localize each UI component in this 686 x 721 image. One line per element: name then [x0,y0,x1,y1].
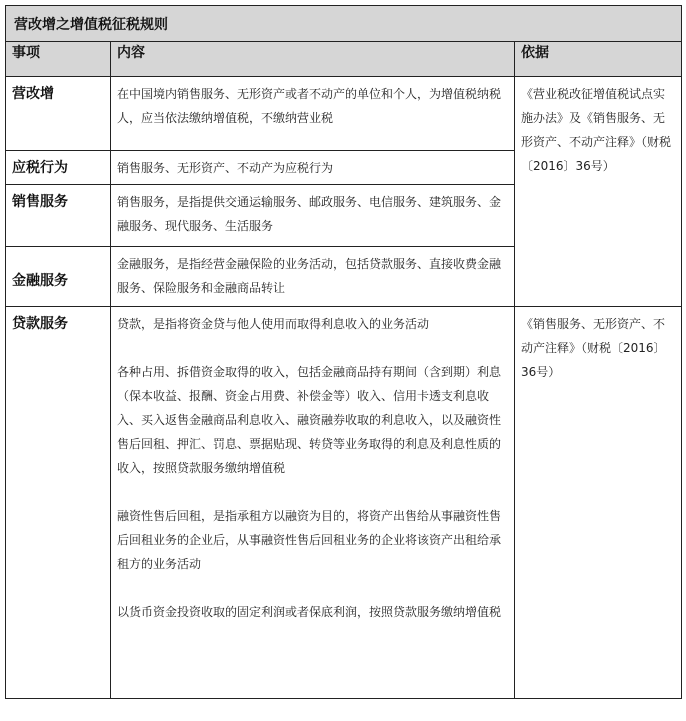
row-content: 销售服务、无形资产、不动产为应税行为 [111,151,515,185]
row-item: 贷款服务 [6,307,111,699]
row-content: 在中国境内销售服务、无形资产或者不动产的单位和个人，为增值税纳税人，应当依法缴纳增值税，不缴纳营业税 [111,77,515,151]
row-content: 金融服务，是指经营金融保险的业务活动，包括贷款服务、直接收费金融服务、保险服务和金融商品转让 [111,247,515,307]
title-row [6,6,682,42]
header-basis: 依据 [515,42,682,77]
row-content-multi [111,307,515,699]
header-content: 内容 [111,42,515,77]
row-item: 金融服务 [6,247,111,307]
content-paragraph: 融资性售后回租，是指承租方以融资为目的，将资产出售给从事融资性售后回租业务的企业后，从事融资性售后回租业务的企业将该资产出租给承租方的业务活动 [117,509,502,571]
row-content: 销售服务，是指提供交通运输服务、邮政服务、电信服务、建筑服务、金融服务、现代服务、生活服务 [111,185,515,247]
content-paragraph: 贷款，是指将资金贷与他人使用而取得利息收入的业务活动 [117,317,430,331]
header-row [6,42,682,77]
table-title: 营改增之增值税征税规则 [6,6,682,42]
table-row [6,77,682,151]
table-row [6,307,682,699]
rules-table [5,5,682,699]
content-paragraph: 各种占用、拆借资金取得的收入，包括金融商品持有期间（含到期）利息（保本收益、报酬、资金占用费、补偿金等）收入、信用卡透支利息收入、买入返售金融商品利息收入、融资融券收取的利息收入，以及融资性售后回租、押汇、罚息、票据贴现、转贷等业务取得的利息及利息性质的收入，按照贷款服务缴纳增值税 [117,365,502,475]
header-item: 事项 [6,42,111,77]
basis-cell-1: 《营业税改征增值税试点实施办法》及《销售服务、无形资产、不动产注释》（财税〔2016〕36号） [515,77,682,307]
row-item: 营改增 [6,77,111,151]
row-item: 应税行为 [6,151,111,185]
row-item: 销售服务 [6,185,111,247]
content-paragraph: 以货币资金投资收取的固定利润或者保底利润，按照贷款服务缴纳增值税 [117,605,502,619]
basis-cell-2: 《销售服务、无形资产、不动产注释》（财税〔2016〕36号） [515,307,682,699]
